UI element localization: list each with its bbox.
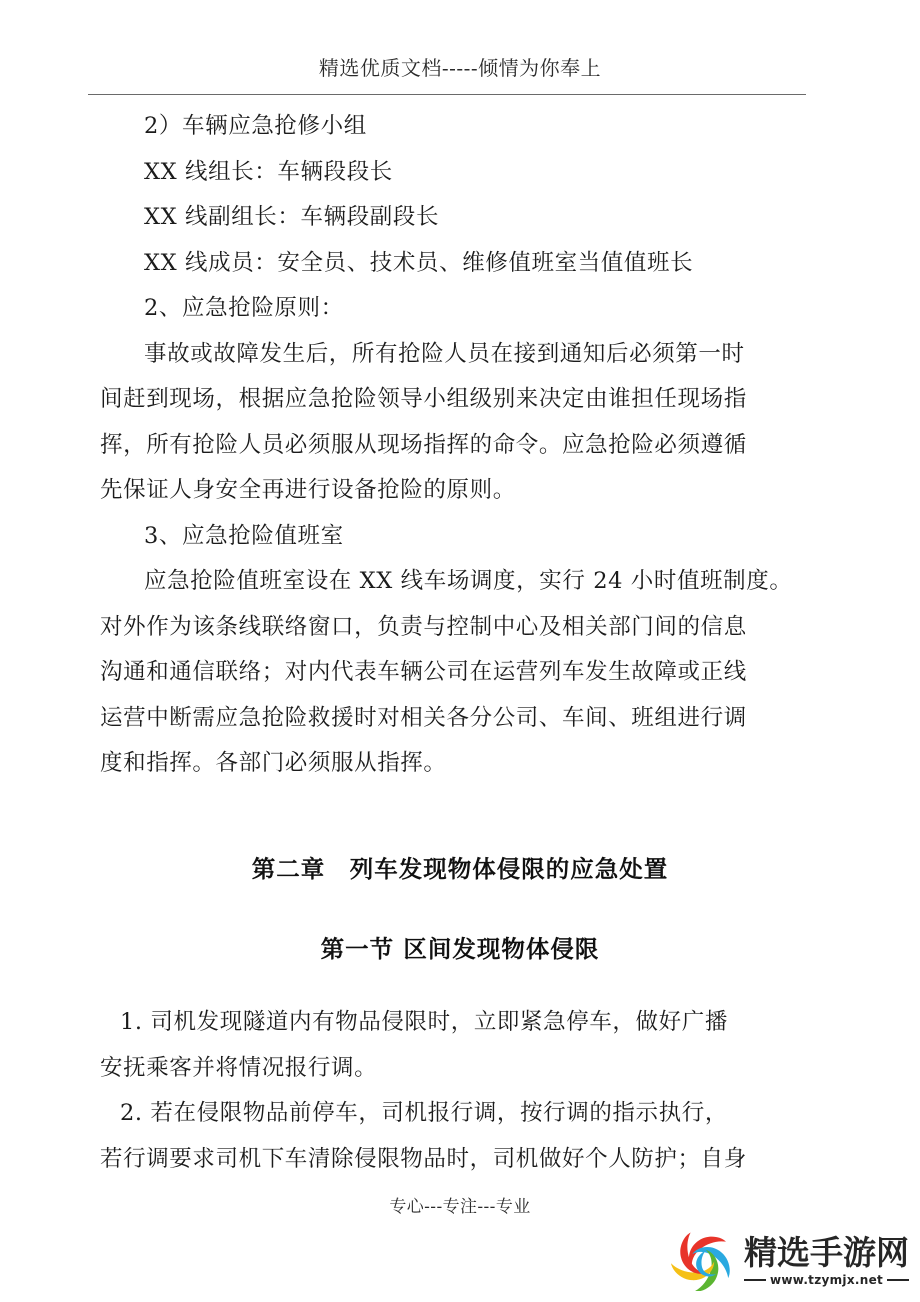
page-header-text: 精选优质文档-----倾情为你奉上 <box>318 56 602 80</box>
body-line: 对外作为该条线联络窗口，负责与控制中心及相关部门间的信息 <box>100 613 747 640</box>
tail-line: 若行调要求司机下车清除侵限物品时，司机做好个人防护；自身 <box>100 1145 747 1172</box>
pinwheel-logo-icon <box>666 1229 738 1291</box>
body-line: XX 线组长：车辆段段长 <box>144 158 393 185</box>
watermark-dash-right <box>887 1279 909 1282</box>
body-line: 先保证人身安全再进行设备抢险的原则。 <box>100 477 516 503</box>
header-divider <box>88 94 806 95</box>
page-footer <box>0 1192 920 1217</box>
body-line: 3、应急抢险值班室 <box>144 522 344 549</box>
body-line: XX 线成员：安全员、技术员、维修值班室当值值班长 <box>144 249 694 276</box>
watermark-url-row <box>744 1274 909 1286</box>
body-line: 运营中断需应急抢险救援时对相关各分公司、车间、班组进行调 <box>100 704 747 731</box>
section-heading: 第一节 区间发现物体侵限 <box>320 935 600 963</box>
page-header <box>0 58 920 79</box>
body-line: 挥，所有抢险人员必须服从现场指挥的命令。应急抢险必须遵循 <box>100 431 747 458</box>
body-line: XX 线副组长：车辆段副段长 <box>144 204 440 230</box>
body-line: 2）车辆应急抢修小组 <box>144 113 367 139</box>
document-body <box>100 104 800 787</box>
watermark-site-name: 精选手游网 <box>744 1233 909 1272</box>
body-line: 应急抢险值班室设在 XX 线车场调度，实行 24 小时值班制度。 <box>144 568 793 594</box>
watermark-text-group <box>744 1234 909 1286</box>
body-line: 沟通和通信联络；对内代表车辆公司在运营列车发生故障或正线 <box>100 659 747 685</box>
page-footer-text: 专心---专注---专业 <box>389 1197 531 1217</box>
tail-line: 1. 司机发现隧道内有物品侵限时，立即紧急停车，做好广播 <box>120 1009 728 1035</box>
site-watermark <box>666 1224 910 1296</box>
document-tail <box>100 1000 800 1182</box>
watermark-dash-left <box>744 1279 766 1282</box>
tail-line: 2. 若在侵限物品前停车，司机报行调，按行调的指示执行， <box>120 1100 728 1126</box>
body-line: 2、应急抢险原则： <box>144 295 344 321</box>
body-line: 度和指挥。各部门必须服从指挥。 <box>100 750 447 776</box>
tail-line: 安抚乘客并将情况报行调。 <box>100 1054 378 1081</box>
watermark-url: www.tzymjx.net <box>769 1273 884 1287</box>
body-line: 事故或故障发生后，所有抢险人员在接到通知后必须第一时 <box>144 340 745 367</box>
body-line: 间赶到现场，根据应急抢险领导小组级别来决定由谁担任现场指 <box>100 386 747 412</box>
chapter-heading: 第二章 列车发现物体侵限的应急处置 <box>251 855 669 883</box>
